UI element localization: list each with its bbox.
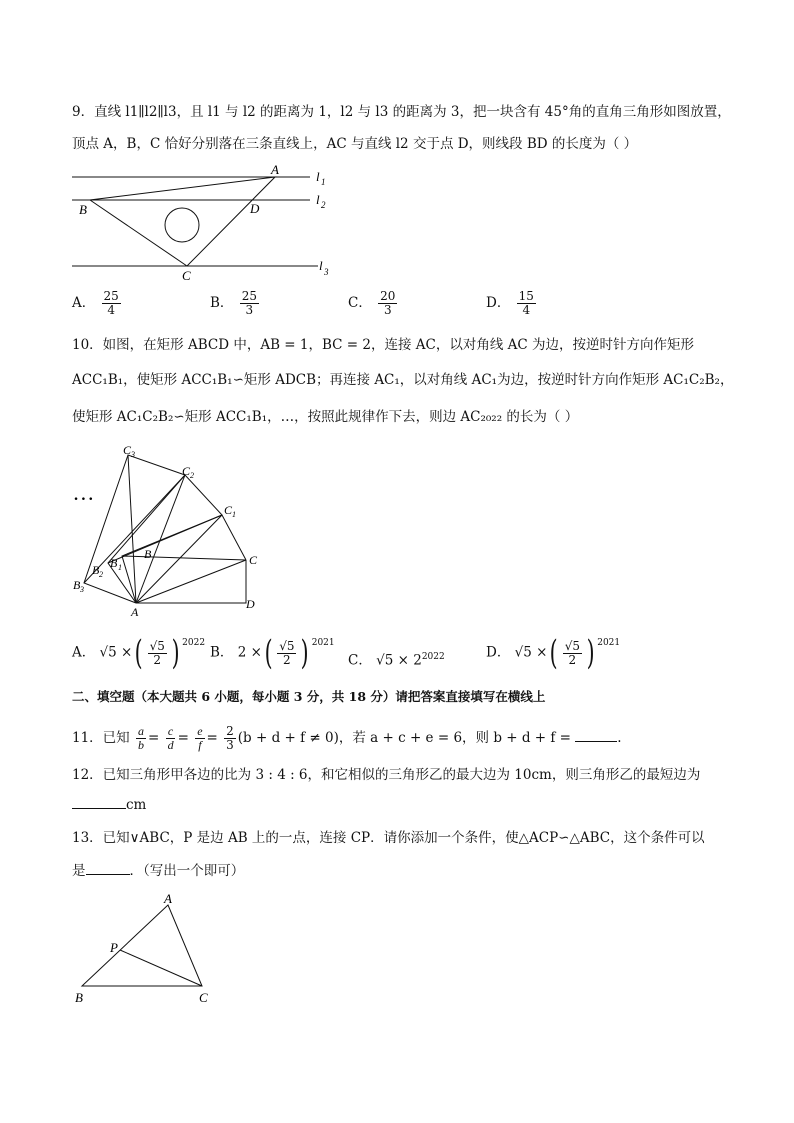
q10-label-b3: B <box>73 578 81 592</box>
option-prefix: √5 × <box>514 644 548 661</box>
q10-label-b1-sub: 1 <box>118 563 122 572</box>
option-exponent: 2022 <box>421 652 445 662</box>
q13-figure <box>65 890 235 1010</box>
option-letter: A． <box>72 644 96 661</box>
q10-label-c3-sub: 3 <box>131 450 135 459</box>
option-text: √5 × 2 <box>376 652 422 669</box>
q13-suffix: ．（写出一个即可） <box>129 863 245 879</box>
q10-label-b2-sub: 2 <box>99 570 103 579</box>
option-prefix: 2 × <box>237 644 262 661</box>
q13-label-b: B <box>75 990 83 1005</box>
q9-label-c: C <box>182 268 191 283</box>
q10-label-b1: B <box>110 556 118 570</box>
q12-line2 <box>72 796 146 814</box>
section-heading: 二、填空题（本大题共 6 小题，每小题 3 分，共 18 分）请把答案直接填写在横线上 <box>72 689 546 704</box>
q13-answer-blank[interactable] <box>86 874 130 875</box>
fraction-c-d: $\frac{c}{d}$ <box>167 724 174 752</box>
option-prefix: √5 × <box>99 644 133 661</box>
fraction-two-thirds: $\frac{2}{3}$ <box>226 724 234 752</box>
option-letter: C． <box>348 652 372 669</box>
option-exponent: 2021 <box>311 638 335 648</box>
q9-label-a: A <box>271 162 279 177</box>
option-fraction: $\frac{√5}{2}$ <box>279 638 295 667</box>
q9-label-b: B <box>79 202 87 217</box>
q12-line1: 12．已知三角形甲各边的比为 3 : 4 : 6，和它相似的三角形乙的最大边为 10cm，则三角形乙的最短边为 <box>72 767 701 783</box>
q10-label-d: D <box>246 597 255 611</box>
q11-condition: (b + d + f ≠ 0)，若 a + c + e = 6，则 b + d + f = <box>237 730 571 746</box>
q10-option-d[interactable]: D． √5 ×( $\frac{√5}{2}$ ) $^{2021}$ <box>486 633 621 673</box>
q10-label-c2-sub: 2 <box>190 471 194 480</box>
q12-answer-blank[interactable] <box>72 808 126 809</box>
option-fraction: $\frac{15}{4}$ <box>518 289 534 317</box>
q9-label-l1: l <box>316 169 320 184</box>
q13-label-a: A <box>164 891 172 906</box>
option-letter: C． <box>348 295 372 311</box>
option-fraction: $\frac{25}{4}$ <box>103 289 119 317</box>
q9-label-l1-sub: 1 <box>321 177 326 187</box>
q13-prefix: 是 <box>72 863 86 879</box>
q11-line: 11．已知 $\frac{a}{b}$ = $\frac{c}{d}$ = $\frac{e}{f}$ = $\frac{2}{3}$ (b + d + f ≠ 0)，若 a + c + e = 6，则 b + d + f = . <box>72 724 622 752</box>
q10-ellipsis: … <box>74 480 94 505</box>
q9-label-l3-sub: 3 <box>324 267 329 277</box>
q9-label-l2-sub: 2 <box>321 200 326 210</box>
q13-line2 <box>72 862 244 880</box>
q10-line3: 使矩形 AC₁C₂B₂∽矩形 ACC₁B₁，…，按照此规律作下去，则边 AC₂₀₂₂ 的长为（ ） <box>72 409 579 425</box>
fraction-e-f: $\frac{e}{f}$ <box>197 724 203 752</box>
q10-label-c: C <box>249 553 258 567</box>
q11-answer-blank[interactable] <box>575 741 617 742</box>
q13-label-c: C <box>199 990 208 1005</box>
q11-prefix: 11．已知 <box>72 730 130 746</box>
option-fraction: $\frac{√5}{2}$ <box>149 638 165 667</box>
q9-line1: 9．直线 l1∥l2∥l3，且 l1 与 l2 的距离为 1，l2 与 l3 的距离为 3，把一块含有 45°角的直角三角形如图放置， <box>72 104 731 120</box>
q13-label-p: P <box>110 940 118 955</box>
q10-label-c2: C <box>182 464 191 478</box>
q10-label-b3-sub: 3 <box>80 585 84 594</box>
option-exponent: 2021 <box>597 638 621 648</box>
q10-figure <box>60 438 290 618</box>
option-fraction: $\frac{√5}{2}$ <box>564 638 580 667</box>
q10-option-a[interactable]: A． √5 ×( $\frac{√5}{2}$ ) $^{2022}$ <box>72 633 206 673</box>
option-fraction: $\frac{25}{3}$ <box>241 289 257 317</box>
q9-figure <box>60 160 360 285</box>
fraction-a-b: $\frac{a}{b}$ <box>137 724 144 752</box>
option-letter: B． <box>210 295 234 311</box>
q10-label-c3: C <box>123 443 132 457</box>
q10-label-b: B <box>144 547 152 561</box>
q10-line1: 10．如图，在矩形 ABCD 中，AB = 1，BC = 2，连接 AC，以对角线 AC 为边，按逆时针方向作矩形 <box>72 337 695 353</box>
q10-option-c[interactable] <box>348 648 445 670</box>
q9-option-b[interactable] <box>210 290 261 317</box>
option-letter: D． <box>486 644 511 661</box>
q10-label-b2: B <box>92 563 100 577</box>
q10-option-b[interactable]: B． 2 ×( $\frac{√5}{2}$ ) $^{2021}$ <box>210 633 335 673</box>
q10-label-a: A <box>131 605 139 618</box>
q10-label-c1: C <box>224 503 233 517</box>
q13-line1: 13．已知∨ABC，P 是边 AB 上的一点，连接 CP．请你添加一个条件，使△ACP∽△ABC，这个条件可以 <box>72 830 705 846</box>
option-exponent: 2022 <box>182 638 206 648</box>
q10-line2: ACC₁B₁，使矩形 ACC₁B₁∽矩形 ADCB；再连接 AC₁，以对角线 AC₁为边，按逆时针方向作矩形 AC₁C₂B₂， <box>72 372 734 388</box>
option-fraction: $\frac{20}{3}$ <box>380 289 396 317</box>
q9-option-d[interactable] <box>486 290 538 317</box>
q9-option-c[interactable] <box>348 290 399 317</box>
option-letter: D． <box>486 295 511 311</box>
option-letter: A． <box>72 295 96 311</box>
q9-line2: 顶点 A，B，C 恰好分别落在三条直线上，AC 与直线 l2 交于点 D，则线段 BD 的长度为（ ） <box>72 136 638 152</box>
q9-label-l2: l <box>316 192 320 207</box>
q12-unit: cm <box>126 797 147 813</box>
q10-label-c1-sub: 1 <box>232 510 236 519</box>
option-letter: B． <box>210 644 234 661</box>
q9-label-l3: l <box>319 258 323 273</box>
q9-label-d: D <box>250 201 260 216</box>
q11-end: . <box>617 730 622 746</box>
q9-option-a[interactable] <box>72 290 123 317</box>
